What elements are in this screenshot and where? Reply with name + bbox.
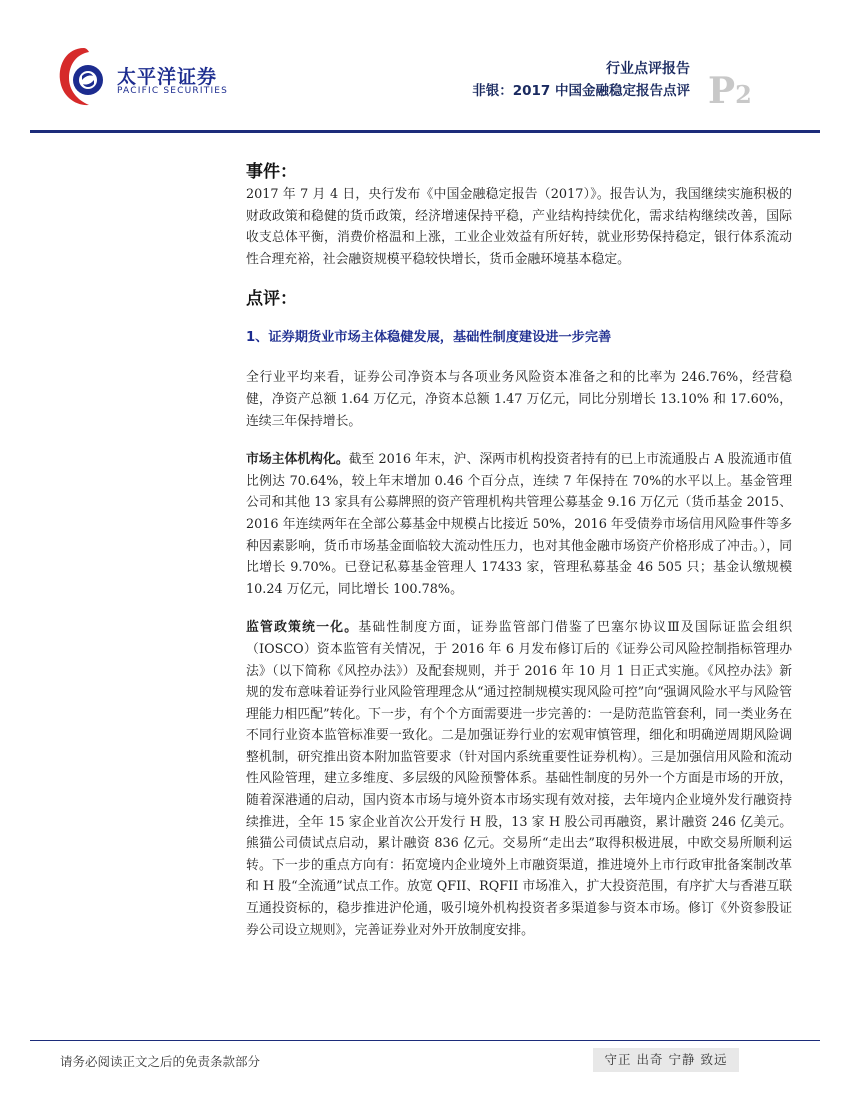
report-title: 非银：2017 中国金融稳定报告点评 [472,83,690,99]
page-header [0,0,850,140]
paragraph-institutionalization [246,449,792,600]
footer-disclaimer: 请务必阅读正文之后的免责条款部分 [60,1054,261,1069]
pacific-securities-logo-icon [55,42,113,112]
paragraph-text-regulation: 基础性制度方面，证券监管部门借鉴了巴塞尔协议Ⅲ及国际证监会组织（IOSCO）资本监管有关情况，于 2016 年 6 月发布修订后的《证券公司风险控制指标管理办法》（以下简称《风控办法》）及配套规则，并于 2016 年 10 月 1 日正式实施。《风控办法》新规的发布意味着证券行业风险管理理念从“通过控制规模实现风险可控”向“强调风险水平与风险管理能力相匹配”转化。下一步，有个个方面需要进一步完善的：一是防范监管套利，同一类业务在不同行业资本监管标准要一致化。二是加强证券行业的宏观审慎管理，细化和明确逆周期风险调整机制，研究推出资本附加监管要求（针对国内系统重要性证券机构）。三是加强信用风险和流动性风险管理，建立多维度、多层级的风险预警体系。基础性制度的另外一个方面是市场的开放，随着深港通的启动，国内资本市场与境外资本市场实现有效对接，去年境内企业境外发行融资持续推进，全年 15 家企业首次公开发行 H 股，13 家 H 股公司再融资，累计融资 246 亿美元。熊猫公司债试点启动，累计融资 836 亿元。交易所“走出去”取得积极进展，中欧交易所顺利运转。下一步的重点方向有：拓宽境内企业境外上市融资渠道，推进境外上市行政审批备案制改革和 H 股“全流通”试点工作。放宽 QFII、RQFII 市场准入，扩大投资范围，有序扩大与香港互联互通投资标的，稳步推进沪伦通，吸引境外机构投资者多渠道参与资本市场。修订《外资参股证券公司设立规则》，完善证券业对外开放制度安排。 [246,620,793,938]
page-prefix: P [708,70,736,112]
paragraph-regulation [246,617,792,941]
event-heading: 事件： [246,162,297,182]
brand-name: 太平洋证券 [117,66,218,88]
header-divider [30,130,820,133]
page-number [708,70,752,112]
comment-subheading: 1、证券期货业市场主体稳健发展，基础性制度建设进一步完善 [246,330,612,346]
paragraph-lead-regulation: 监管政策统一化。 [246,620,359,636]
footer-motto: 守正 出奇 宁静 致远 [593,1048,739,1072]
paragraph-text-institutionalization: 截至 2016 年末，沪、深两市机构投资者持有的已上市流通股占 A 股流通市值比例达 70.64%，较上年末增加 0.46 个百分点，连续 7 年保持在 70%的水平以上。基金管理公司和其他 13 家具有公募牌照的资产管理机构共管理公募基金 9.16 万亿元（货币基金 2015、2016 年连续两年在全部公募基金中规模占比接近 50%，2016 年受债券市场信用风险事件等多种因素影响，货币市场基金面临较大流动性压力，也对其他金融市场资产价格形成了冲击。），同比增长 9.70%。已登记私募基金管理人 17433 家，管理私募基金 46 505 只；基金认缴规模 10.24 万亿元，同比增长 100.78%。 [246,452,792,597]
brand-subtitle: PACIFIC SECURITIES [117,86,229,96]
report-body [246,160,792,941]
paragraph-capital: 全行业平均来看，证券公司净资本与各项业务风险资本准备之和的比率为 246.76%，经营稳健，净资产总额 1.64 万亿元，净资本总额 1.47 万亿元，同比分别增长 13.10% 和 17.60%，连续三年保持增长。 [246,370,792,429]
company-logo [55,42,295,112]
comment-heading: 点评： [246,289,297,310]
footer-divider [30,1040,820,1041]
paragraph-lead-institutionalization: 市场主体机构化。 [246,452,349,468]
report-type: 行业点评报告 [606,61,690,77]
event-text: 2017 年 7 月 4 日，央行发布《中国金融稳定报告（2017）》。报告认为，我国继续实施积极的财政政策和稳健的货币政策，经济增速保持平稳，产业结构持续优化，需求结构继续改善，国际收支总体平衡，消费价格温和上涨，工业企业效益有所好转，就业形势保持稳定，银行体系流动性合理充裕，社会融资规模平稳较快增长，货币金融环境基本稳定。 [246,187,792,267]
page-number-value: 2 [735,80,752,109]
